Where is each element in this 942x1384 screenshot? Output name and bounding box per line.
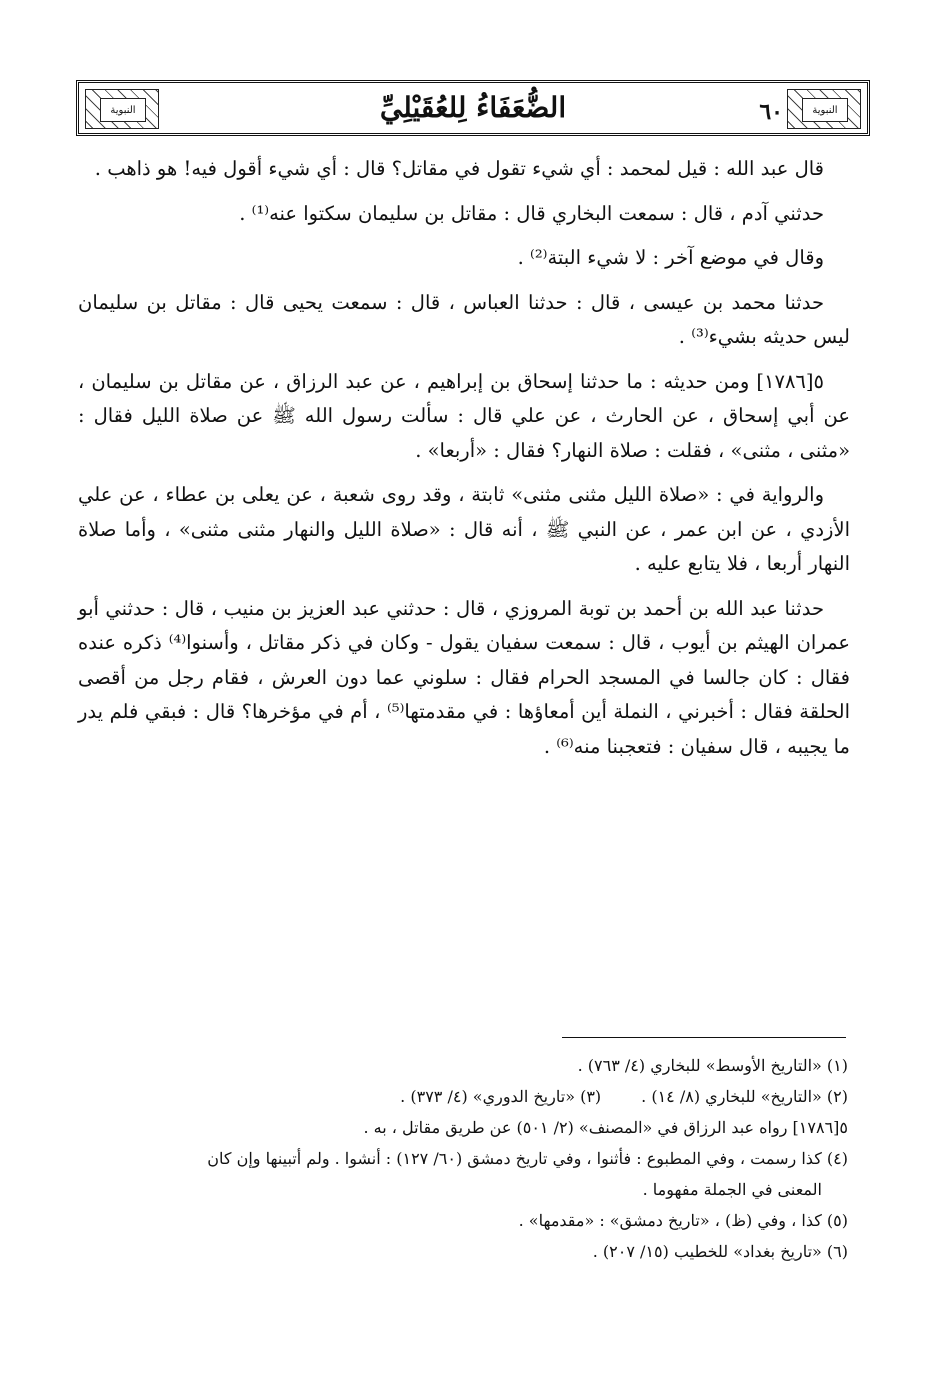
footnote-2: (٢) «التاريخ» للبخاري (٨/ ١٤) . [641,1087,848,1106]
hadith-paragraph: ٥[١٧٨٦] ومن حديثه : ما حدثنا إسحاق بن إبراهيم ، عن عبد الرزاق ، عن مقاتل بن سليمان ، عن أبي إسحاق ، عن الحارث ، عن علي قال : سألت رسول الله ﷺ عن صلاة الليل فقال : «مثنى ، مثنى» ، فقلت : صلاة النهار؟ فقال : «أربعا» . [78,369,850,462]
paragraph: قال عبد الله : قيل لمحمد : أي شيء تقول في مقاتل؟ قال : أي شيء أقول فيه! هو ذاهب . [94,157,824,180]
footnote-5: (٥) كذا ، وفي (ظ) ، «تاريخ دمشق» : «مقدمها» . [518,1211,848,1230]
paragraph: حدثنا محمد بن عيسى ، قال : حدثنا العباس ، قال : سمعت يحيى قال : مقاتل بن سليمان ليس حديثه بشيء⁽³⁾ . [78,290,850,348]
ornament-left-label: النبوية [100,98,146,122]
footnote-1: (١) «التاريخ الأوسط» للبخاري (٤/ ٧٦٣) . [577,1056,848,1075]
paragraph: وقال في موضع آخر : لا شيء البتة⁽²⁾ . [517,246,824,269]
page-number: ٦٠ [759,99,783,125]
footnote-separator [562,1037,846,1038]
ornament-right-label: النبوية [802,98,848,122]
paragraph: حدثنا عبد الله بن أحمد بن توبة المروزي ، قال : حدثني عبد العزيز بن منيب ، قال : حدثني أبو عمران الهيثم بن أيوب ، قال : سمعت سفيان يقول - وكان في ذكر مقاتل ، وأسنوا⁽⁴⁾ ذكره عنده فقال : كان جالسا في المسجد الحرام فقال : سلوني عما دون العرش ، فقام رجل من أقصى الحلقة فقال : أخبرني ، النملة أين أمعاؤها : في مقدمتها⁽⁵⁾ ، أم في مؤخرها؟ قال : فبقي فلم يدر ما يجيبه ، قال سفيان : فتعجبنا منه⁽⁶⁾ . [78,596,850,758]
footnotes [78,1050,848,1267]
footnote-4-continued: المعنى في الجملة مفهوما . [642,1180,822,1199]
main-text [78,152,850,774]
page-header [76,80,870,136]
paragraph: حدثني آدم ، قال : سمعت البخاري قال : مقاتل بن سليمان سكتوا عنه⁽¹⁾ . [239,201,824,225]
footnote-3: (٣) «تاريخ الدوري» (٤/ ٣٧٣) . [400,1087,602,1106]
paragraph: والرواية في : «صلاة الليل مثنى مثنى» ثابتة ، وقد روى شعبة ، عن يعلى بن عطاء ، عن علي الأزدي ، عن ابن عمر ، عن النبي ﷺ ، أنه قال : «صلاة الليل والنهار مثنى مثنى» ، وأما صلاة النهار أربعا ، فلا يتابع عليه . [78,483,850,575]
ornament-right [787,89,861,129]
ornament-left [85,89,159,129]
footnote-4: (٤) كذا رسمت ، وفي المطبوع : فأثنوا ، وفي تاريخ دمشق (٦٠/ ١٢٧) : أنشوا . ولم أتبينها وإن كان [207,1149,848,1168]
footnote-1786: ٥[١٧٨٦] رواه عبد الرزاق في «المصنف» (٢/ ٥٠١) عن طريق مقاتل ، به . [363,1118,848,1137]
book-title: الضُّعَفَاءُ لِلعُقَيْلِيِّ [379,91,567,124]
footnote-row [78,1081,848,1112]
footnote-6: (٦) «تاريخ بغداد» للخطيب (١٥/ ٢٠٧) . [592,1242,848,1261]
